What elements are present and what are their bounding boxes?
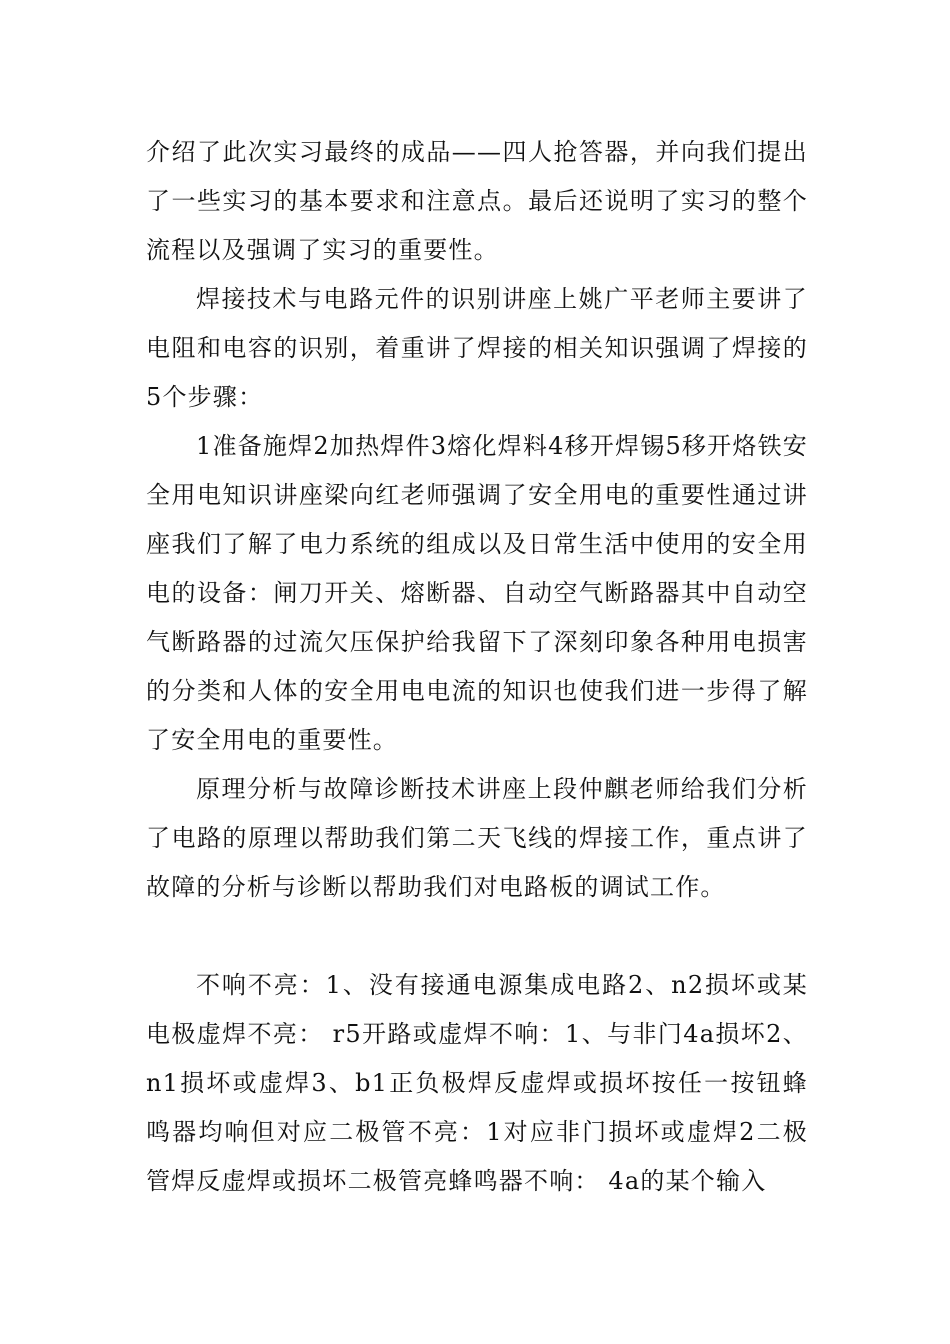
- paragraph-gap: [146, 912, 808, 961]
- paragraph-intro-continuation: 介绍了此次实习最终的成品——四人抢答器，并向我们提出了一些实习的基本要求和注意点。最后还说明了实习的整个流程以及强调了实习的重要性。: [146, 138, 808, 264]
- paragraph-fault-diagnosis-lecture: 原理分析与故障诊断技术讲座上段仲麒老师给我们分析了电路的原理以帮助我们第二天飞线的焊接工作，重点讲了故障的分析与诊断以帮助我们对电路板的调试工作。: [146, 775, 808, 901]
- paragraph-welding-lecture: 焊接技术与电路元件的识别讲座上姚广平老师主要讲了电阻和电容的识别，着重讲了焊接的相关知识强调了焊接的5个步骤：: [146, 285, 808, 411]
- document-body: [146, 128, 808, 1206]
- paragraph-welding-steps-safety: 1准备施焊2加热焊件3熔化焊料4移开焊锡5移开烙铁安全用电知识讲座梁向红老师强调了安全用电的重要性通过讲座我们了解了电力系统的组成以及日常生活中使用的安全用电的设备：闸刀开关、熔断器、自动空气断路器其中自动空气断路器的过流欠压保护给我留下了深刻印象各种用电损害的分类和人体的安全用电电流的知识也使我们进一步得了解了安全用电的重要性。: [146, 432, 808, 754]
- paragraph-fault-list: 不响不亮：1、没有接通电源集成电路2、n2损坏或某电极虚焊不亮： r5开路或虚焊不响：1、与非门4a损坏2、n1损坏或虚焊3、b1正负极焊反虚焊或损坏按任一按钮蜂鸣器均响但对应二极管不亮：1对应非门损坏或虚焊2二极管焊反虚焊或损坏二极管亮蜂鸣器不响： 4a的某个输入: [146, 971, 808, 1195]
